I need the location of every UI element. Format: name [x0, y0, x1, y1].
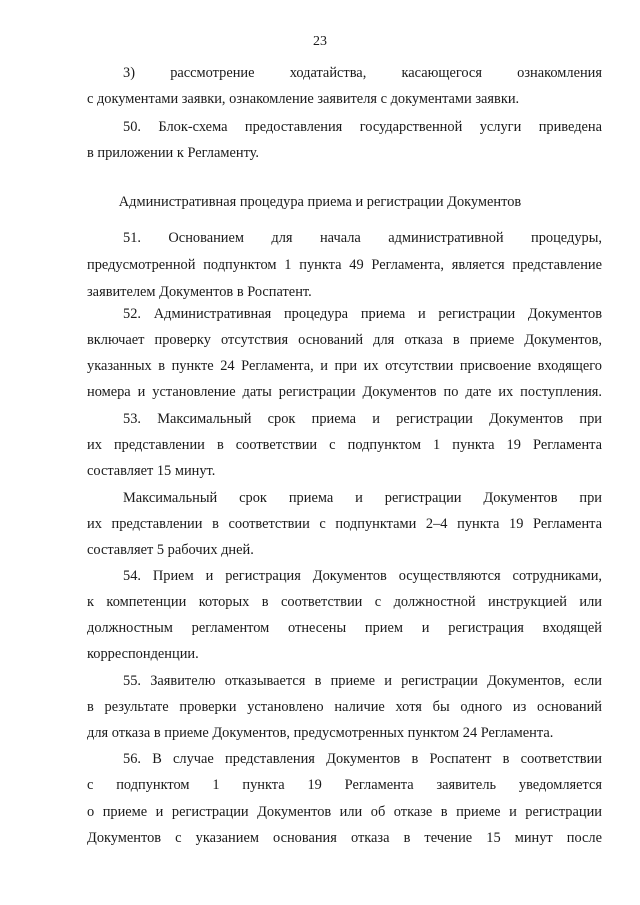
paragraph-53-line-3: составляет 15 минут.	[87, 463, 216, 479]
section-heading: Административная процедура приема и регистрации Документов	[118, 194, 522, 210]
paragraph-53-line-2: их представлении в соответствии с подпунктом 1 пункта 19 Регламента	[87, 437, 602, 453]
paragraph-56-line-2: с подпунктом 1 пункта 19 Регламента заявитель уведомляется	[87, 777, 602, 793]
paragraph-51-line-2: предусмотренной подпунктом 1 пункта 49 Регламента, является представление	[87, 257, 602, 273]
item3-line-2: с документами заявки, ознакомление заявителя с документами заявки.	[87, 91, 520, 107]
paragraph-50-line-1: 50. Блок-схема предоставления государственной услуги приведена	[123, 119, 602, 135]
item3-line-1: 3) рассмотрение ходатайства, касающегося ознакомления	[123, 65, 602, 81]
paragraph-51-line-1: 51. Основанием для начала административной процедуры,	[123, 230, 602, 246]
paragraph-53b-line-1: Максимальный срок приема и регистрации Документов при	[123, 490, 602, 506]
paragraph-53b-line-2: их представлении в соответствии с подпунктами 2–4 пункта 19 Регламента	[87, 516, 602, 532]
paragraph-50-line-2: в приложении к Регламенту.	[87, 145, 260, 161]
paragraph-54-line-3: должностным регламентом отнесены прием и регистрация входящей	[87, 620, 602, 636]
paragraph-54-line-1: 54. Прием и регистрация Документов осуществляются сотрудниками,	[123, 568, 602, 584]
paragraph-55-line-3: для отказа в приеме Документов, предусмотренных пунктом 24 Регламента.	[87, 725, 554, 741]
paragraph-55-line-1: 55. Заявителю отказывается в приеме и регистрации Документов, если	[123, 673, 602, 689]
paragraph-51-line-3: заявителем Документов в Роспатент.	[87, 284, 312, 300]
paragraph-56-line-4: Документов с указанием основания отказа в течение 15 минут после	[87, 830, 602, 846]
paragraph-52-line-3: указанных в пункте 24 Регламента, и при их отсутствии присвоение входящего	[87, 358, 602, 374]
paragraph-52-line-4: номера и установление даты регистрации Документов по дате их поступления.	[87, 384, 602, 400]
paragraph-53b-line-3: составляет 5 рабочих дней.	[87, 542, 254, 558]
paragraph-52-line-2: включает проверку отсутствия оснований для отказа в приеме Документов,	[87, 332, 602, 348]
page-number: 23	[313, 34, 327, 49]
paragraph-54-line-2: к компетенции которых в соответствии с должностной инструкцией или	[87, 594, 602, 610]
paragraph-53-line-1: 53. Максимальный срок приема и регистрации Документов при	[123, 411, 602, 427]
paragraph-56-line-1: 56. В случае представления Документов в Роспатент в соответствии	[123, 751, 602, 767]
paragraph-52-line-1: 52. Административная процедура приема и регистрации Документов	[123, 306, 602, 322]
paragraph-55-line-2: в результате проверки установлено наличие хотя бы одного из оснований	[87, 699, 602, 715]
paragraph-54-line-4: корреспонденции.	[87, 646, 199, 662]
paragraph-56-line-3: о приеме и регистрации Документов или об отказе в приеме и регистрации	[87, 804, 602, 820]
